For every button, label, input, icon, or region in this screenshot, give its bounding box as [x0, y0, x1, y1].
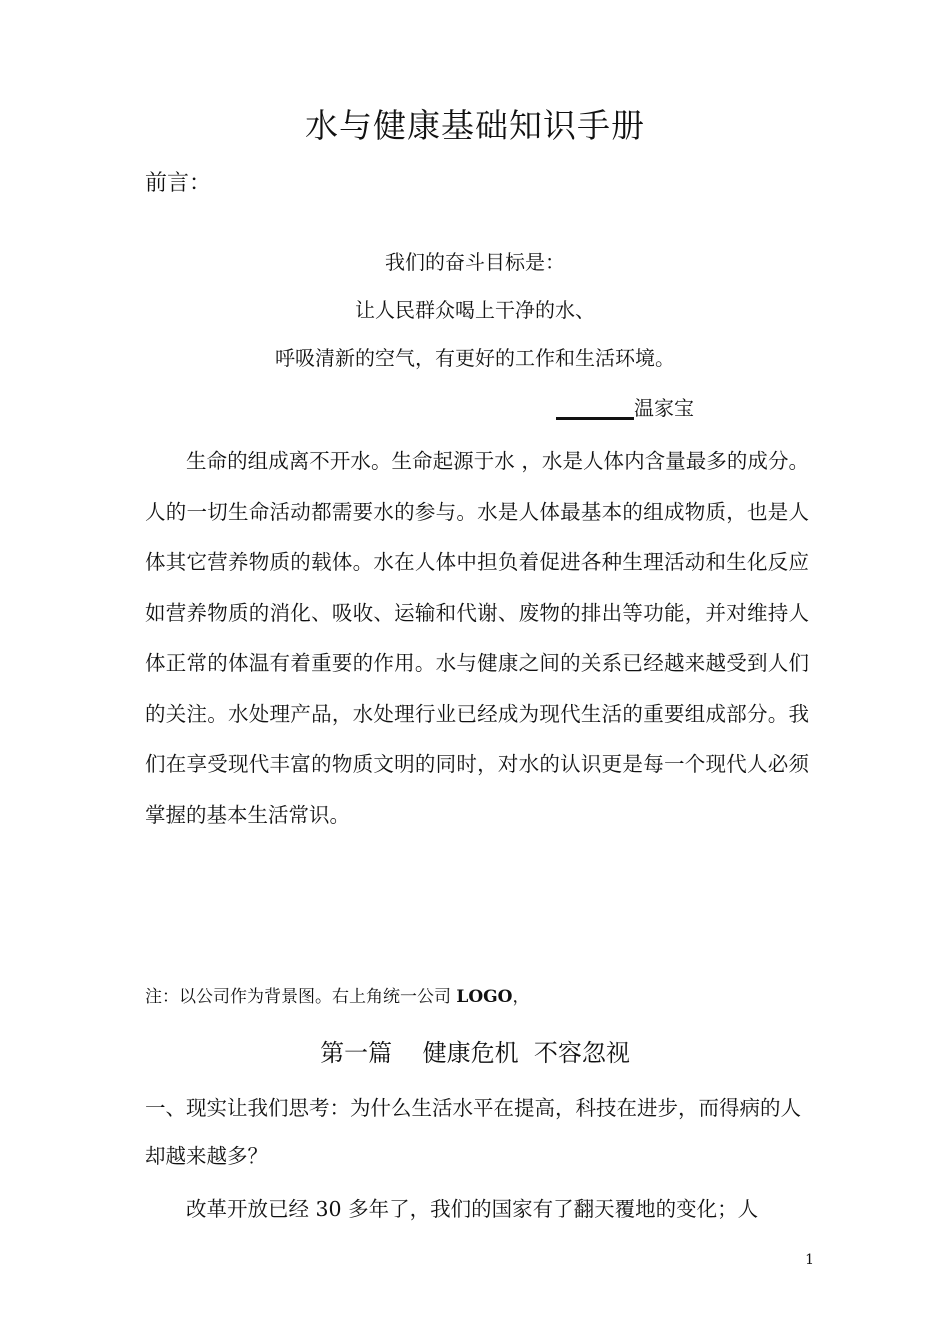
motto-signature: [556, 393, 694, 423]
section-paragraph: 改革开放已经 30 多年了，我们的国家有了翻天覆地的变化；人: [186, 1197, 759, 1221]
design-note: [145, 984, 530, 1010]
preface-paragraph: 生命的组成离不开水。生命起源于水 ，水是人体内含量最多的成分。人的一切生命活动都需要水的参与。水是人体最基本的组成物质，也是人体其它营养物质的载体。水在人体中担负着促进各种生理活动和生化反应如营养物质的消化、吸收、运输和代谢、废物的排出等功能，并对维持人体正常的体温有着重要的作用。水与健康之间的关系已经越来越受到人们的关注。水处理产品，水处理行业已经成为现代生活的重要组成部分。我们在享受现代丰富的物质文明的同时，对水的认识更是每一个现代人必须掌握的基本生活常识。: [145, 449, 809, 827]
signature-name: 温家宝: [634, 396, 694, 420]
page-number: 1: [805, 1252, 814, 1268]
note-prefix: 注：以公司作为背景图。右上角统一公司: [145, 987, 457, 1007]
motto-line-3: 呼吸清新的空气，有更好的工作和生活环境。: [275, 346, 675, 370]
chapter-title: 第一篇 健康危机 不容忽视: [320, 1039, 630, 1067]
preface-label: 前言：: [145, 171, 212, 196]
note-logo: LOGO: [456, 987, 513, 1007]
note-suffix: ，: [512, 987, 530, 1007]
document-title: 水与健康基础知识手册: [305, 106, 645, 145]
section-question: 一、现实让我们思考：为什么生活水平在提高，科技在进步，而得病的人却越来越多？: [145, 1096, 801, 1168]
signature-rule: [556, 417, 634, 420]
motto-line-1: 我们的奋斗目标是：: [385, 250, 565, 274]
motto-line-2: 让人民群众喝上干净的水、: [355, 298, 595, 322]
